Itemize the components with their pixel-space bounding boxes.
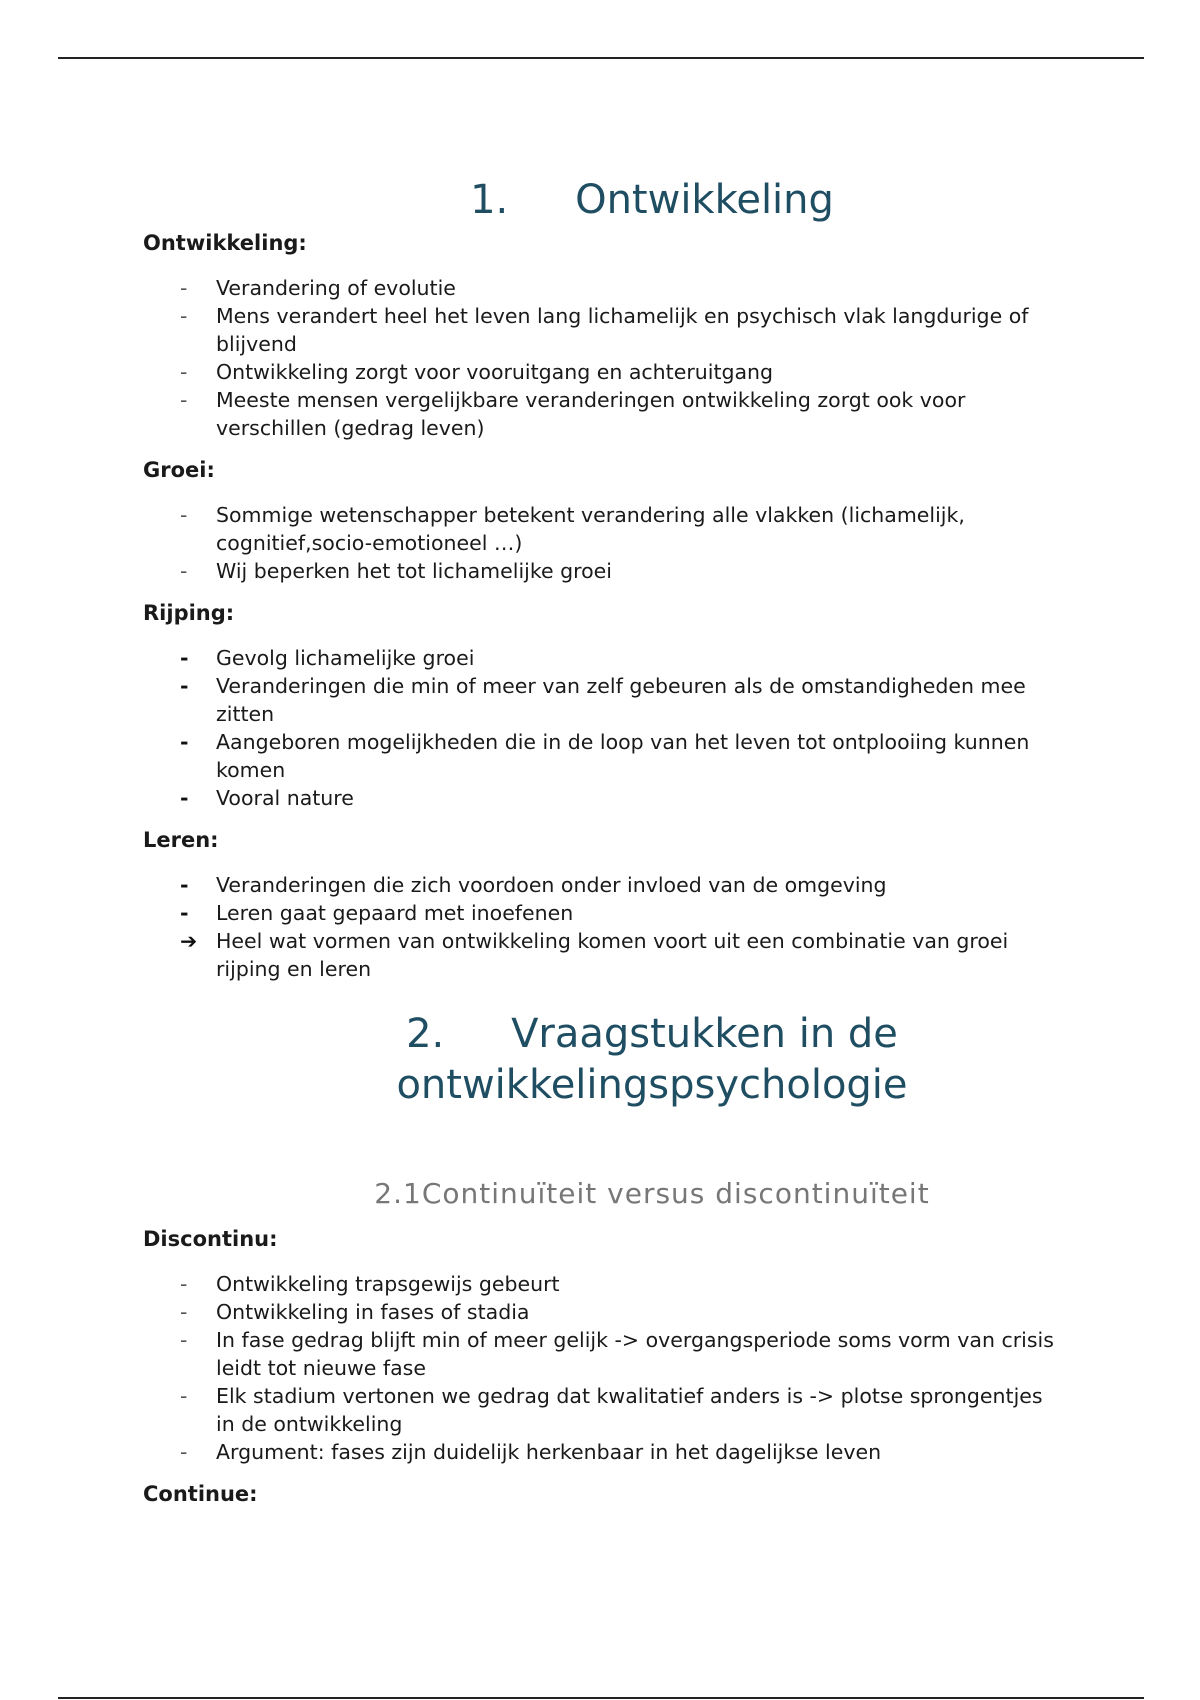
dash-bullet-icon: - bbox=[180, 1384, 188, 1408]
subsection-heading: 2.1Continuïteit versus discontinuïteit bbox=[374, 1177, 930, 1210]
list-item: - Aangeboren mogelijkheden die in de loop van het leven tot ontplooiing kunnen komen bbox=[180, 730, 1030, 782]
bullet-list bbox=[143, 644, 1063, 812]
list-item: - Sommige wetenschapper betekent verandering alle vlakken (lichamelijk, cognitief,socio-emotioneel …) bbox=[180, 503, 965, 555]
list-item: - Ontwikkeling in fases of stadia bbox=[180, 1300, 530, 1324]
list-item: - Mens verandert heel het leven lang lichamelijk en psychisch vlak langdurige of blijvend bbox=[180, 304, 1029, 356]
list-item: - Veranderingen die zich voordoen onder invloed van de omgeving bbox=[180, 873, 887, 897]
section-title-line-2: ontwikkelingspsychologie bbox=[396, 1062, 908, 1108]
term-label: Rijping: bbox=[143, 601, 235, 625]
dash-bullet-icon: - bbox=[180, 674, 189, 698]
term-label: Ontwikkeling: bbox=[143, 231, 307, 255]
list-item: - Ontwikkeling trapsgewijs gebeurt bbox=[180, 1272, 560, 1296]
dash-bullet-icon: - bbox=[180, 503, 188, 527]
dash-bullet-icon: - bbox=[180, 730, 189, 754]
dash-bullet-icon: - bbox=[180, 786, 189, 810]
list-item: - Argument: fases zijn duidelijk herkenbaar in het dagelijkse leven bbox=[180, 1440, 882, 1464]
list-item: - Wij beperken het tot lichamelijke groei bbox=[180, 559, 612, 583]
footer-rule bbox=[58, 1697, 1144, 1699]
term-label: Leren: bbox=[143, 828, 219, 852]
section-title: Ontwikkeling bbox=[575, 177, 834, 223]
dash-bullet-icon: - bbox=[180, 873, 189, 897]
dash-bullet-icon: - bbox=[180, 304, 188, 328]
bullet-list bbox=[143, 871, 1063, 983]
section-number: 1. bbox=[470, 177, 509, 223]
dash-bullet-icon: - bbox=[180, 1300, 188, 1324]
bullet-list bbox=[143, 501, 1063, 585]
list-item: - Ontwikkeling zorgt voor vooruitgang en achteruitgang bbox=[180, 360, 774, 384]
list-item: ➔ Heel wat vormen van ontwikkeling komen voort uit een combinatie van groei rijping en leren bbox=[180, 929, 1009, 981]
dash-bullet-icon: - bbox=[180, 1328, 188, 1352]
bullet-list bbox=[143, 1270, 1063, 1466]
arrow-bullet-icon: ➔ bbox=[180, 929, 198, 953]
list-item: - Leren gaat gepaard met inoefenen bbox=[180, 901, 574, 925]
list-item: - Verandering of evolutie bbox=[180, 276, 456, 300]
list-item: - Elk stadium vertonen we gedrag dat kwalitatief anders is -> plotse sprongentjes in de ontwikkeling bbox=[180, 1384, 1043, 1436]
term-label: Continue: bbox=[143, 1482, 258, 1506]
list-item: - Meeste mensen vergelijkbare veranderingen ontwikkeling zorgt ook voor verschillen (gedrag leven) bbox=[180, 388, 966, 440]
term-label: Discontinu: bbox=[143, 1227, 278, 1251]
section-heading-2 bbox=[143, 1009, 1063, 1111]
bullet-list bbox=[143, 274, 1063, 442]
list-item: - Vooral nature bbox=[180, 786, 354, 810]
dash-bullet-icon: - bbox=[180, 559, 188, 583]
dash-bullet-icon: - bbox=[180, 646, 189, 670]
dash-bullet-icon: - bbox=[180, 901, 189, 925]
section-number: 2. bbox=[406, 1011, 445, 1057]
term-label: Groei: bbox=[143, 458, 215, 482]
list-item: - In fase gedrag blijft min of meer gelijk -> overgangsperiode soms vorm van crisis leidt tot nieuwe fase bbox=[180, 1328, 1054, 1380]
dash-bullet-icon: - bbox=[180, 276, 188, 300]
header-rule bbox=[58, 57, 1144, 59]
dash-bullet-icon: - bbox=[180, 1440, 188, 1464]
dash-bullet-icon: - bbox=[180, 388, 188, 412]
dash-bullet-icon: - bbox=[180, 360, 188, 384]
list-item: - Gevolg lichamelijke groei bbox=[180, 646, 475, 670]
section-title-line-1: Vraagstukken in de bbox=[511, 1011, 898, 1057]
dash-bullet-icon: - bbox=[180, 1272, 188, 1296]
list-item: - Veranderingen die min of meer van zelf gebeuren als de omstandigheden mee zitten bbox=[180, 674, 1026, 726]
section-heading-1 bbox=[143, 175, 1063, 226]
document-body bbox=[143, 175, 1063, 1525]
